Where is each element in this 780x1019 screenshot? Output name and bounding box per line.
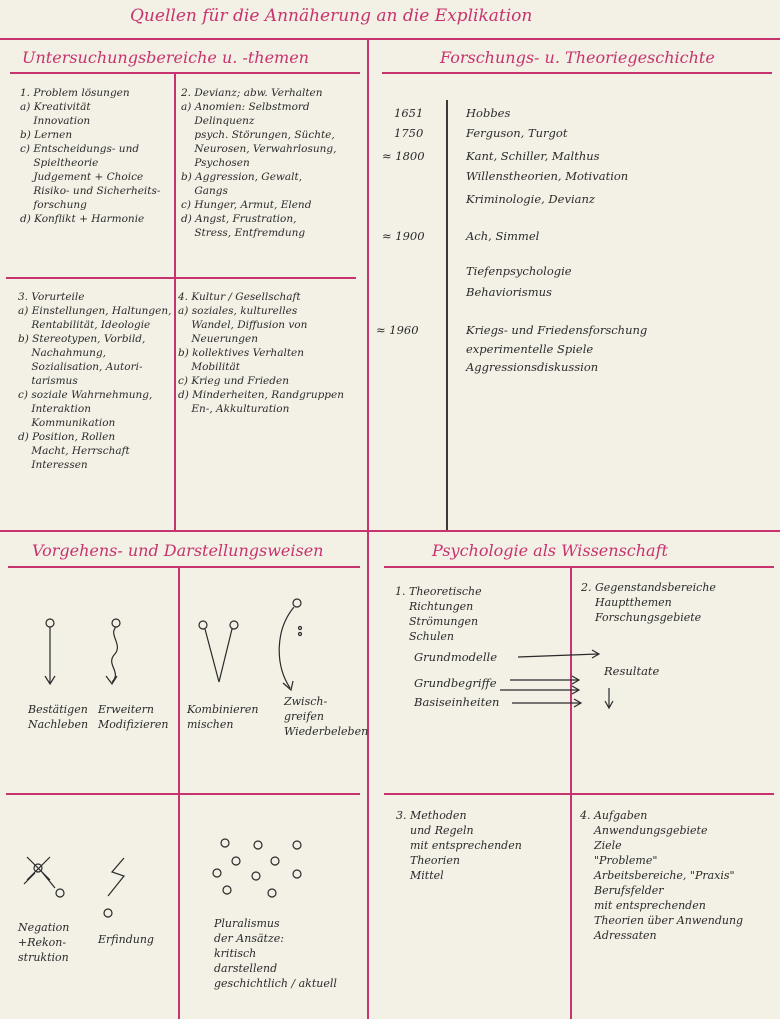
- untersuchung-q2: 2. Devianz; abw. Verhalten a) Anomien: Selbstmord Delinquenz psych. Störungen, Süchte, Neurosen, Verwahrlosung, Psychosen b) Aggression, Gewalt, Gangs c) Hunger, Armut, Elend d) Angst, Frustration, Stress, Entfremdung: [181, 87, 337, 239]
- timeline-year: 1651: [394, 106, 424, 120]
- timeline-year: ≈ 1900: [382, 229, 425, 243]
- section-title-psychologie: Psychologie als Wissenschaft: [432, 541, 668, 560]
- vorgehen-label-4: Zwisch- greifen Wiederbeleben: [284, 695, 369, 738]
- vorgehen-label-7: Pluralismus der Ansätze: kritisch darstellend geschichtlich / aktuell: [214, 917, 337, 990]
- timeline-entry: Ach, Simmel: [466, 229, 540, 243]
- psychologie-q4: 4. Aufgaben Anwendungsgebiete Ziele "Probleme" Arbeitsbereiche, "Praxis" Berufsfelder mit entsprechenden Theorien über Anwendung Adressaten: [580, 809, 744, 942]
- untersuchung-q3: 3. Vorurteile a) Einstellungen, Haltungen, Rentabilität, Ideologie b) Stereotypen, Vorbild, Nachahmung, Sozialisation, Autori- tarismus c) soziale Wahrnehmung, Interaktion Kommunikation d) Position, Rollen Macht, Herrschaft Interessen: [18, 291, 172, 471]
- psychologie-q3: 3. Methoden und Regeln mit entsprechenden Theorien Mittel: [396, 809, 522, 882]
- psychologie-q1-item: Basiseinheiten: [414, 695, 500, 709]
- section-title-vorgehen: Vorgehens- und Darstellungsweisen: [32, 541, 324, 560]
- vorgehen-label-5: Negation +Rekon- struktion: [18, 921, 70, 964]
- vorgehen-label-1: Bestätigen Nachleben: [28, 703, 89, 731]
- timeline-entry: Kriminologie, Devianz: [466, 192, 595, 206]
- timeline-entry: Ferguson, Turgot: [466, 126, 568, 140]
- untersuchung-q1: 1. Problem lösungen a) Kreativität Innovation b) Lernen c) Entscheidungs- und Spieltheorie Judgement + Choice Risiko- und Sicherheits- forschung d) Konflikt + Harmonie: [20, 87, 161, 225]
- timeline-entry: experimentelle Spiele: [466, 342, 594, 356]
- psychologie-arrows: [500, 650, 613, 708]
- timeline-year: 1750: [394, 126, 424, 140]
- timeline-entry: Kriegs- und Friedensforschung: [466, 323, 648, 337]
- timeline-entry: Kant, Schiller, Malthus: [466, 149, 600, 163]
- timeline-year: ≈ 1960: [376, 323, 419, 337]
- page-title: Quellen für die Annäherung an die Explikation: [130, 6, 533, 26]
- timeline-entry: Tiefenpsychologie: [466, 264, 572, 278]
- psychologie-q1-head: 1. Theoretische Richtungen Strömungen Schulen: [395, 585, 482, 643]
- diagram-bestaetigen: [45, 619, 55, 684]
- diagram-negation: [24, 857, 64, 897]
- diagram-erweitern: [106, 619, 120, 684]
- vorgehen-label-6: Erfindung: [98, 933, 154, 946]
- section-title-forschung: Forschungs- u. Theoriegeschichte: [440, 48, 715, 67]
- timeline-entry: Behaviorismus: [466, 285, 552, 299]
- timeline-entry: Aggressionsdiskussion: [466, 360, 599, 374]
- vorgehen-label-3: Kombinieren mischen: [187, 703, 259, 731]
- diagram-zwischgreifen: [279, 599, 301, 690]
- psychologie-q1-item: Grundbegriffe: [414, 676, 497, 690]
- psychologie-q2-result: Resultate: [604, 664, 660, 678]
- psychologie-q2: 2. Gegenstandsbereiche Hauptthemen Forschungsgebiete: [581, 581, 716, 624]
- diagram-pluralismus: [213, 839, 301, 897]
- section-title-untersuchung: Untersuchungsbereiche u. -themen: [22, 48, 309, 67]
- timeline-entry: Hobbes: [466, 106, 511, 120]
- psychologie-q1-item: Grundmodelle: [414, 650, 498, 664]
- timeline-entry: Willenstheorien, Motivation: [466, 169, 629, 183]
- vorgehen-label-2: Erweitern Modifizieren: [98, 703, 169, 731]
- timeline-year: ≈ 1800: [382, 149, 425, 163]
- untersuchung-q4: 4. Kultur / Gesellschaft a) soziales, kulturelles Wandel, Diffusion von Neuerungen b) kollektives Verhalten Mobilität c) Krieg und Frieden d) Minderheiten, Randgruppen En-, Akkulturation: [178, 291, 345, 415]
- diagram-kombinieren: [199, 621, 238, 682]
- diagram-erfindung: [104, 858, 124, 917]
